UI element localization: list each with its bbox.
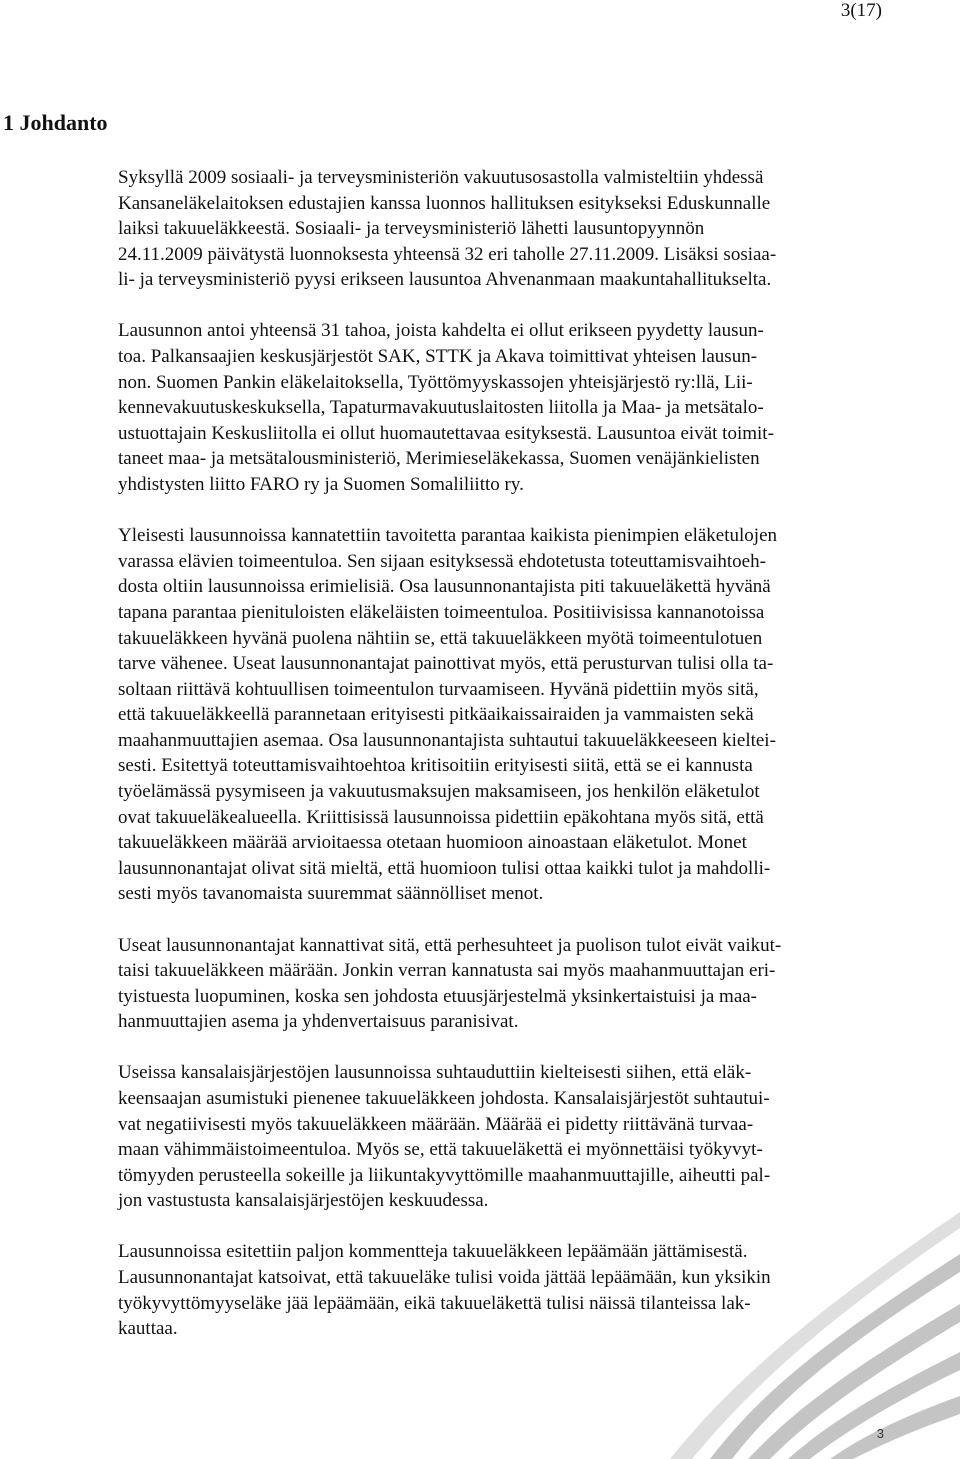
text-line: takuueläkkeen määrää arvioitaessa otetaan huomioon ainoastaan eläketulot. Monet xyxy=(118,832,747,854)
text-line: varassa elävien toimeentuloa. Sen sijaan esityksessä ehdotetusta toteuttamisvaihtoeh- xyxy=(118,550,766,572)
text-line: jon vastustusta kansalaisjärjestöjen keskuudessa. xyxy=(118,1190,489,1212)
text-line: toa. Palkansaajien keskusjärjestöt SAK, STTK ja Akava toimittivat yhteisen lausun- xyxy=(118,346,758,368)
text-line: ovat takuueläkealueella. Kriittisissä lausunnoissa pidettiin epäkohtana myös sitä, että xyxy=(118,806,764,828)
paragraph-4 xyxy=(118,933,890,1035)
text-line: laiksi takuueläkkeestä. Sosiaali- ja terveysministeriö lähetti lausuntopyynnön xyxy=(118,218,705,240)
text-line: tömyyden perusteella sokeille ja liikuntakyvyttömille maahanmuuttajille, aiheutti pal- xyxy=(118,1164,771,1186)
text-line: kennevakuutuskeskuksella, Tapaturmavakuutuslaitosten liitolla ja Maa- ja metsätalo- xyxy=(118,397,764,419)
text-line: soltaan riittävä kohtuullisen toimeentulon turvaamiseen. Hyvänä pidettiin myös sitä, xyxy=(118,678,759,700)
text-line: sesti. Esitettyä toteuttamisvaihtoehtoa kritisoitiin erityisesti siitä, että se ei kannusta xyxy=(118,755,753,777)
text-line: että takuueläkkeellä parannetaan erityisesti pitkäaikaissairaiden ja vammaisten sekä xyxy=(118,704,754,726)
text-line: keensaajan asumistuki pienenee takuueläkkeen johdosta. Kansalaisjärjestöt suhtautui- xyxy=(118,1088,770,1109)
text-line: taisi takuueläkkeen määrään. Jonkin verran kannatusta sai myös maahanmuuttajan eri- xyxy=(118,960,776,982)
text-line: vat negatiivisesti myös takuueläkkeen määrään. Määrää ei pidetty riittävänä turvaa- xyxy=(118,1113,754,1135)
text-line: Yleisesti lausunnoissa kannatettiin tavoitetta parantaa kaikista pienimpien eläketulojen xyxy=(118,525,777,547)
text-line: Lausunnoissa esitettiin paljon kommentteja takuueläkkeen lepäämään jättämisestä. xyxy=(118,1241,748,1263)
text-line: Lausunnon antoi yhteensä 31 tahoa, joista kahdelta ei ollut erikseen pyydetty lausun- xyxy=(118,320,764,342)
text-line: yhdistysten liitto FARO ry ja Suomen Somaliliitto ry. xyxy=(118,474,524,496)
paragraph-3 xyxy=(118,523,890,907)
text-line: Lausunnonantajat katsoivat, että takuueläke tulisi voida jättää lepäämään, kun yksikin xyxy=(118,1267,771,1289)
text-line: maahanmuuttajien asemaa. Osa lausunnonantajista suhtautui takuueläkkeeseen kieltei- xyxy=(118,729,776,751)
text-line: maan vähimmäistoimeentuloa. Myös se, että takuueläkettä ei myönnettäisi työkyvyt- xyxy=(118,1139,763,1161)
paragraph-2 xyxy=(118,318,890,497)
paragraph-5 xyxy=(118,1060,890,1214)
text-line: työelämässä pysymiseen ja vakuutusmaksujen maksamiseen, jos henkilön eläketulot xyxy=(118,781,760,803)
header-page-number: 3(17) xyxy=(840,0,882,21)
text-line: Syksyllä 2009 sosiaali- ja terveysministeriön vakuutusosastolla valmisteltiin yhdessä xyxy=(118,167,764,188)
text-line: taneet maa- ja metsätalousministeriö, Merimieseläkekassa, Suomen venäjänkielisten xyxy=(118,448,760,470)
body-text xyxy=(118,165,890,1367)
text-line: Useat lausunnonantajat kannattivat sitä, että perhesuhteet ja puolison tulot eivät vaikut- xyxy=(118,934,782,956)
text-line: Useissa kansalaisjärjestöjen lausunnoissa suhtauduttiin kielteisesti siihen, että eläk- xyxy=(118,1062,752,1084)
section-heading: 1 Johdanto xyxy=(3,110,108,135)
text-line: kauttaa. xyxy=(118,1318,178,1340)
text-line: tyistuesta luopuminen, koska sen johdosta etuusjärjestelmä yksinkertaistuisi ja maa- xyxy=(118,985,758,1007)
text-line: dosta oltiin lausunnoissa erimielisiä. Osa lausunnonantajista piti takuueläkettä hyvänä xyxy=(118,576,771,598)
wave-logo-icon xyxy=(670,1194,960,1459)
text-line: non. Suomen Pankin eläkelaitoksella, Työttömyyskassojen yhteisjärjestö ry:llä, Lii- xyxy=(118,371,753,393)
text-line: ustuottajain Keskusliitolla ei ollut huomautettavaa esityksestä. Lausuntoa eivät toimit- xyxy=(118,422,774,444)
text-line: sesti myös tavanomaista suuremmat säännölliset menot. xyxy=(118,883,544,905)
text-line: tapana parantaa pienituloisten eläkeläisten toimeentuloa. Positiivisissa kannanotoissa xyxy=(118,601,765,623)
text-line: li- ja terveysministeriö pyysi erikseen lausuntoa Ahvenanmaan maakuntahallitukselta. xyxy=(118,269,772,291)
text-line: työkyvyttömyyseläke jää lepäämään, eikä takuueläkettä tulisi näissä tilanteissa lak- xyxy=(118,1292,751,1314)
text-line: lausunnonantajat olivat sitä mieltä, että huomioon tulisi ottaa kaikki tulot ja mahdolli- xyxy=(118,857,771,879)
text-line: Kansaneläkelaitoksen edustajien kanssa luonnos hallituksen esitykseksi Eduskunnalle xyxy=(118,192,771,214)
text-line: hanmuuttajien asema ja yhdenvertaisuus paranisivat. xyxy=(118,1011,519,1033)
paragraph-1 xyxy=(118,165,890,293)
text-line: 24.11.2009 päivätystä luonnoksesta yhteensä 32 eri taholle 27.11.2009. Lisäksi sosiaa- xyxy=(118,243,777,265)
text-line: takuueläkkeen hyvänä puolena nähtiin se, että takuueläkkeen myötä toimeentulotuen xyxy=(118,627,763,649)
footer-page-number: 3 xyxy=(876,1426,884,1441)
text-line: tarve vähenee. Useat lausunnonantajat painottivat myös, että perusturvan tulisi olla ta- xyxy=(118,653,774,675)
